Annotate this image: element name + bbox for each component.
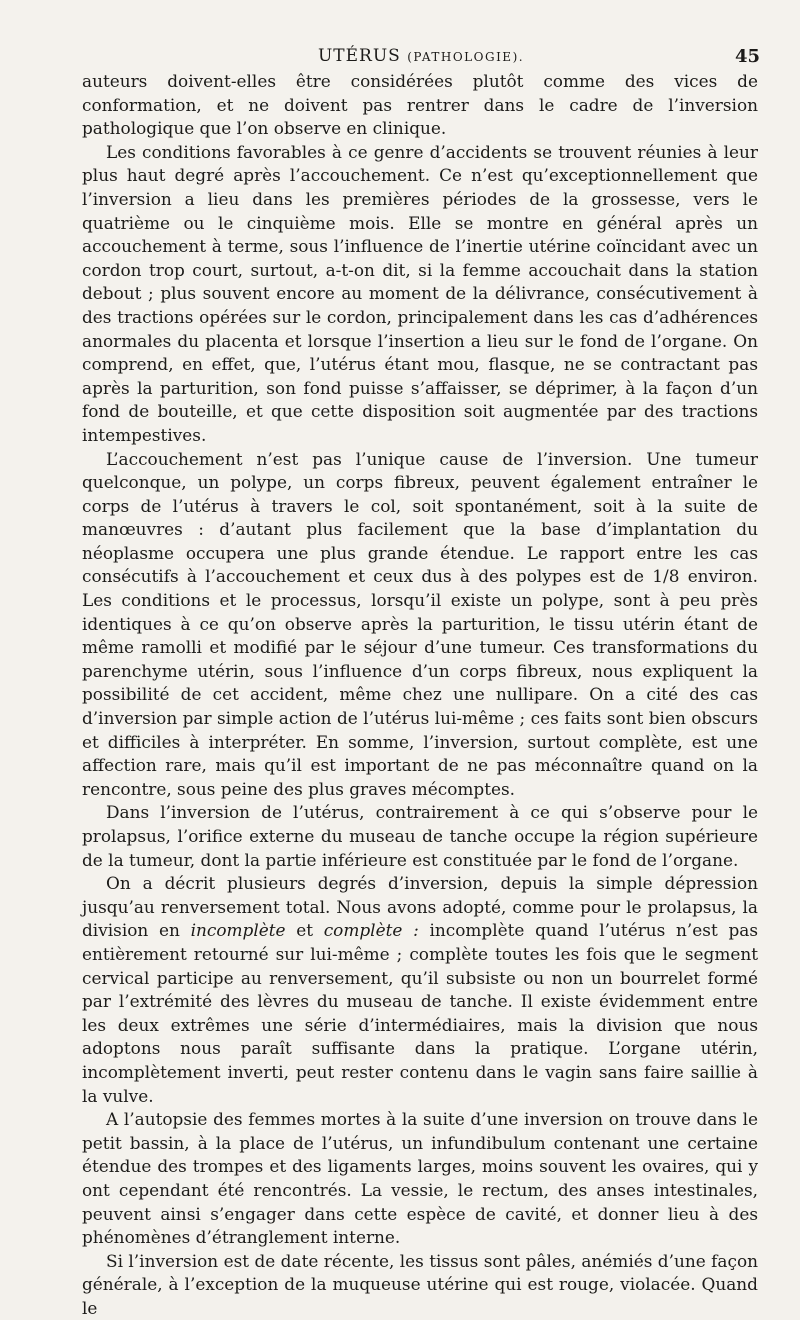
italic-term: complète : [323,920,419,941]
paragraph-text: et [285,920,324,941]
paragraph [82,872,758,1108]
paragraph: Les conditions favorables à ce genre d’accidents se trouvent réunies à leur plus haut degré après l’accouchement. Ce n’est qu’exceptionnellement que l’inversion a lieu dans les premières périodes de la grossesse, vers le quatrième ou le cinquième mois. Elle se montre en général après un accouchement à terme, sous l’influence de l’inertie utérine coïncidant avec un cordon trop court, surtout, a-t-on dit, si la femme accouchait dans la station debout ; plus souvent encore au moment de la délivrance, consécutivement à des tractions opérées sur le cordon, principalement dans les cas d’adhérences anormales du placenta et lorsque l’insertion a lieu sur le fond de l’organe. On comprend, en effet, que, l’utérus étant mou, flasque, ne se contractant pas après la parturition, son fond puisse s’affaisser, se déprimer, à la façon d’un fond de bouteille, et que cette disposition soit augmentée par des tractions intempestives. [82,141,758,445]
page-number: 45 [734,46,760,67]
running-title [82,46,760,66]
paragraph-text: incomplète quand l’utérus n’est pas entièrement retourné sur lui-même ; complète toutes les fois que le segment cervical participe au renversement, qu’il subsiste ou non un bourrelet formé par l’extrémité des lèvres du museau de tanche. Il existe évidemment entre les deux extrêmes une série d’intermédiaires, mais la division que nous adoptons nous paraît suffisante dans la pratique. L’organe utérin, incomplètement inverti, peut rester contenu dans le vagin sans faire saillie à la vulve. [82,920,758,1106]
paragraph: Si l’inversion est de date récente, les tissus sont pâles, anémiés d’une façon générale, à l’exception de la muqueuse utérine qui est rouge, violacée. Quand le [82,1250,758,1318]
paragraph: L’accouchement n’est pas l’unique cause de l’inversion. Une tumeur quelconque, un polype, un corps fibreux, peuvent également entraîner le corps de l’utérus à travers le col, soit spontanément, soit à la suite de manœuvres : d’autant plus facilement que la base d’implantation du néoplasme occupera une plus grande étendue. Le rapport entre les cas consécutifs à l’accouchement et ceux dus à des polypes est de 1/8 environ. Les conditions et le processus, lorsqu’il existe un polype, sont à peu près identiques à ce qu’on observe après la parturition, le tissu utérin étant de même ramolli et modifié par le séjour d’une tumeur. Ces transformations du parenchyme utérin, sous l’influence d’un corps fibreux, nous expliquent la possibilité de cet accident, même chez une nullipare. On a cité des cas d’inversion par simple action de l’utérus lui-même ; ces faits sont bien obscurs et difficiles à interpréter. En somme, l’inversion, surtout complète, est une affection rare, mais qu’il est important de ne pas méconnaître quand on la rencontre, sous peine des plus graves mécomptes. [82,448,758,799]
paragraph: Dans l’inversion de l’utérus, contrairement à ce qui s’observe pour le prolapsus, l’orifice externe du museau de tanche occupe la région supérieure de la tumeur, dont la partie inférieure est constituée par le fond de l’organe. [82,802,758,870]
paragraph-text: On a décrit plusieurs degrés d’inversion, depuis la simple dépression jusqu’au renversement total. Nous avons adopté, comme pour le prolapsus, la division en [82,873,758,941]
running-header [82,46,760,72]
italic-term: incomplète [190,920,286,941]
header-subtitle: (PATHOLOGIE). [407,50,525,64]
paragraph: auteurs doivent-elles être considérées plutôt comme des vices de conformation, et ne doivent pas rentrer dans le cadre de l’inversion pathologique que l’on observe en clinique. [82,71,758,139]
body-text [82,70,758,1318]
paragraph: A l’autopsie des femmes mortes à la suite d’une inversion on trouve dans le petit bassin, à la place de l’utérus, un infundibulum contenant une certaine étendue des trompes et des ligaments larges, moins souvent les ovaires, qui y ont cependant été rencontrés. La vessie, le rectum, des anses intestinales, peuvent ainsi s’engager dans cette espèce de cavité, et donner lieu à des phénomènes d’étranglement interne. [82,1109,758,1248]
header-title: UTÉRUS [317,46,401,66]
